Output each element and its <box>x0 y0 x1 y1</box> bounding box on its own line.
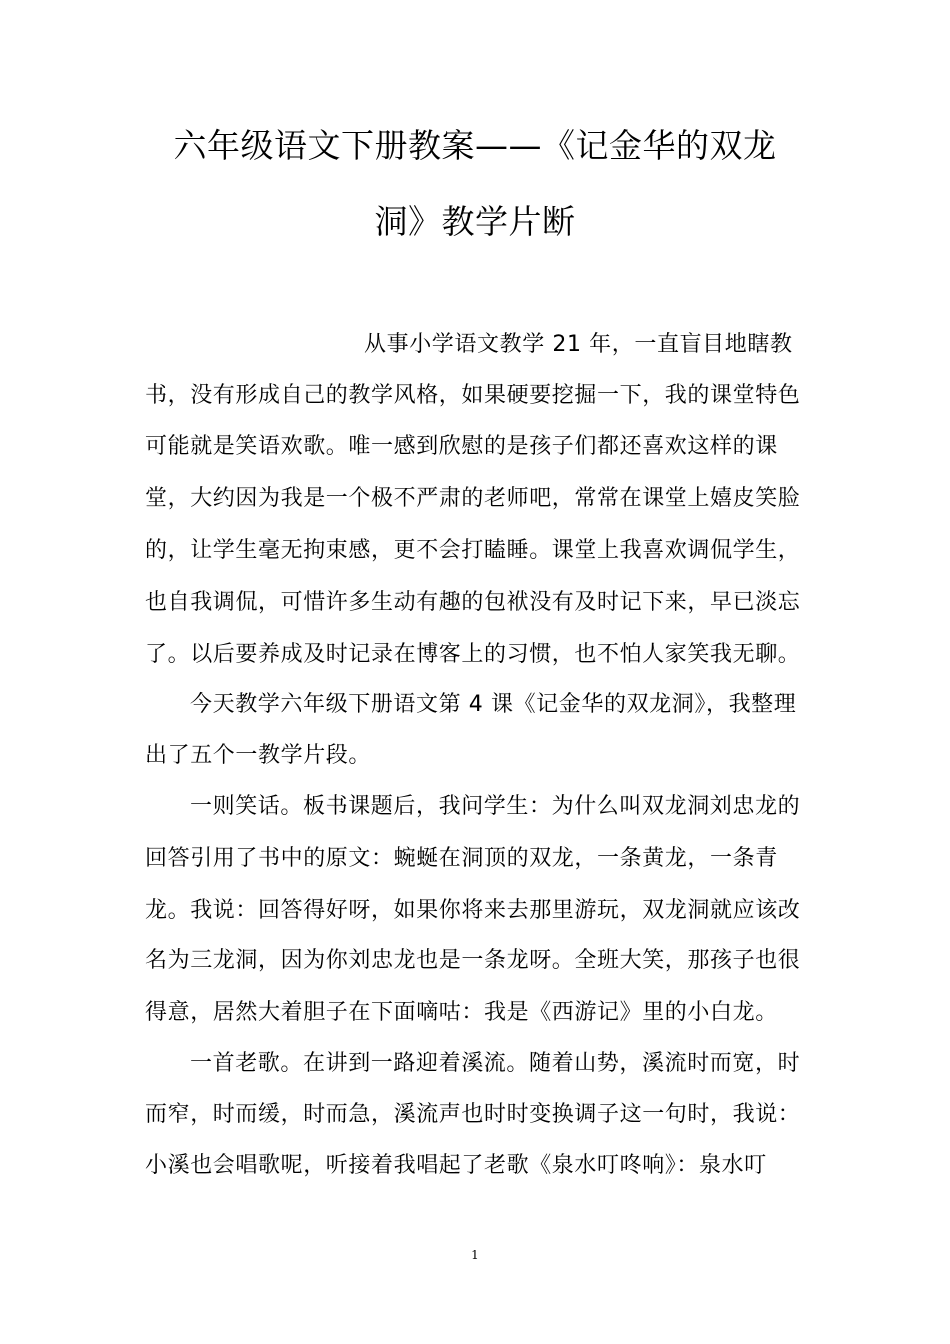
paragraph-3-line-4: 名为三龙洞，因为你刘忠龙也是一条龙呀。全班大笑，那孩子也很 <box>145 948 801 973</box>
paragraph-1-line-1: 从事小学语文教学 21 年，一直盲目地瞎教 <box>364 332 793 357</box>
paragraph-1-line-2: 书，没有形成自己的教学风格，如果硬要挖掘一下，我的课堂特色 <box>145 383 801 408</box>
paragraph-4-line-1: 一首老歌。在讲到一路迎着溪流。随着山势，溪流时而宽，时 <box>190 1051 801 1076</box>
paragraph-4-line-3: 小溪也会唱歌呢，听接着我唱起了老歌《泉水叮咚响》：泉水叮 <box>145 1153 767 1178</box>
paragraph-2-line-2: 出了五个一教学片段。 <box>145 743 372 768</box>
paragraph-3-line-1: 一则笑话。板书课题后，我问学生：为什么叫双龙洞刘忠龙的 <box>190 794 801 819</box>
document-title-line-2: 洞》教学片断 <box>374 202 576 241</box>
paragraph-1-line-4: 堂，大约因为我是一个极不严肃的老师吧，常常在课堂上嬉皮笑脸 <box>145 486 801 511</box>
paragraph-3-line-3: 龙。我说：回答得好呀，如果你将来去那里游玩，双龙洞就应该改 <box>145 898 801 923</box>
paragraph-3-line-5: 得意，居然大着胆子在下面嘀咕：我是《西游记》里的小白龙。 <box>145 1000 778 1025</box>
paragraph-2-line-1: 今天教学六年级下册语文第 4 课《记金华的双龙洞》，我整理 <box>190 692 797 717</box>
paragraph-1-line-3: 可能就是笑语欢歌。唯一感到欣慰的是孩子们都还喜欢这样的课 <box>145 434 778 459</box>
paragraph-3-line-2: 回答引用了书中的原文：蜿蜒在洞顶的双龙，一条黄龙，一条青 <box>145 846 778 871</box>
paragraph-1-line-6: 也自我调侃，可惜许多生动有趣的包袱没有及时记下来，早已淡忘 <box>145 590 801 615</box>
paragraph-1-line-5: 的，让学生毫无拘束感，更不会打瞌睡。课堂上我喜欢调侃学生， <box>145 538 801 563</box>
paragraph-4-line-2: 而窄，时而缓，时而急，溪流声也时时变换调子这一句时，我说： <box>145 1102 801 1127</box>
document-title-line-1: 六年级语文下册教案——《记金华的双龙 <box>173 126 777 165</box>
paragraph-1-line-7: 了。以后要养成及时记录在博客上的习惯，也不怕人家笑我无聊。 <box>145 642 801 667</box>
page-number: 1 <box>471 1248 479 1262</box>
